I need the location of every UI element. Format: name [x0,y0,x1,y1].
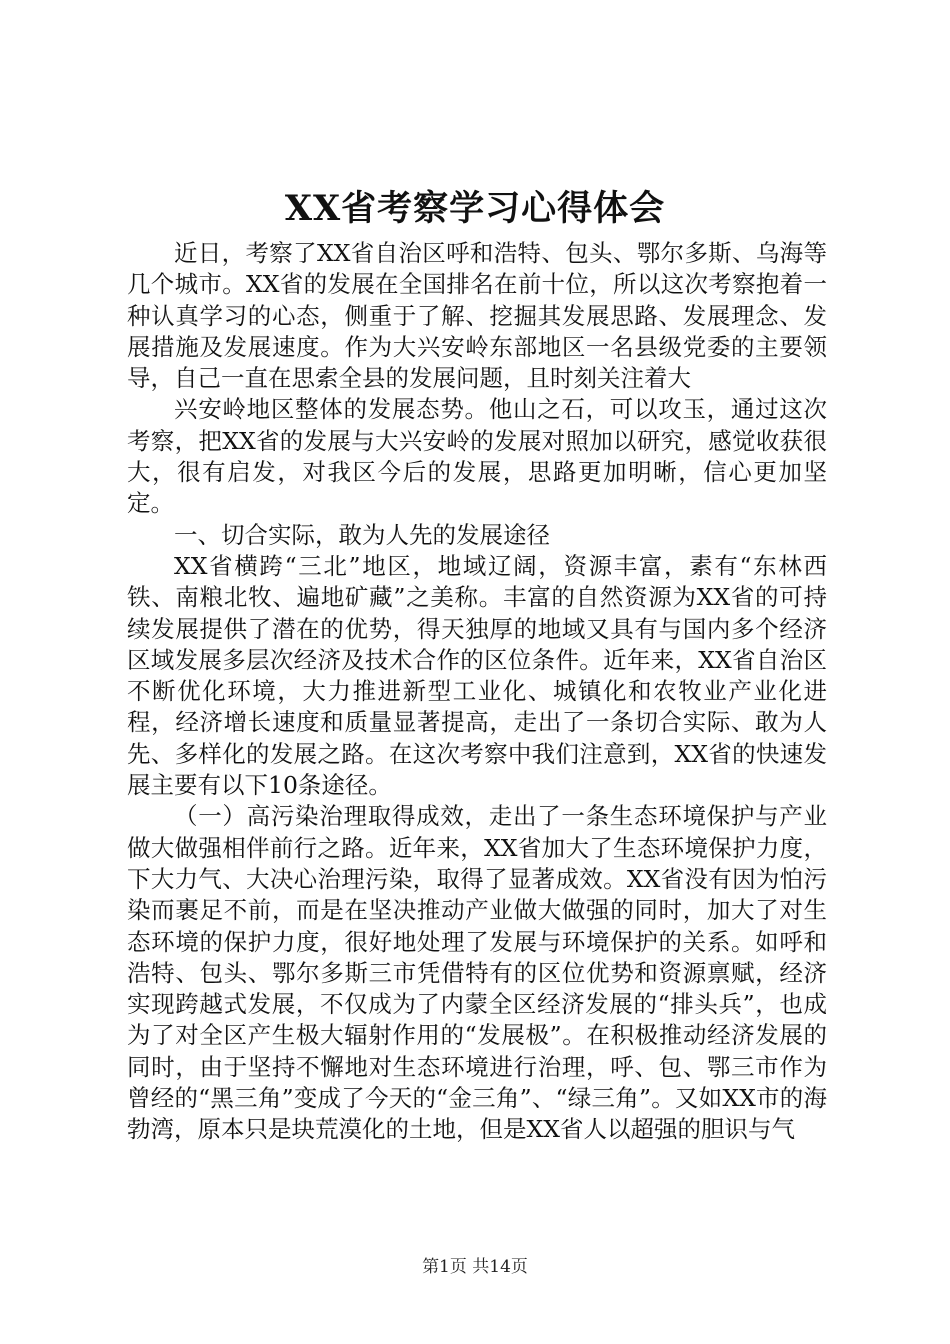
section-heading: 一、切合实际，敢为人先的发展途径 [174,520,550,549]
paragraph-intro-continued: 兴安岭地区整体的发展态势。他山之石，可以攻玉，通过这次考察，把XX省的发展与大兴安岭的发展对照加以研究，感觉收获很大，很有启发，对我区今后的发展，思路更加明晰，信心更加坚定。 [127,395,827,518]
paragraph-overview: XX省横跨“三北”地区，地域辽阔，资源丰富，素有“东林西铁、南粮北牧、遍地矿藏”之美称。丰富的自然资源为XX省的可持续发展提供了潜在的优势，得天独厚的地域又具有与国内多个经济区域发展多层次经济及技术合作的区位条件。近年来，XX省自治区不断优化环境，大力推进新型工业化、城镇化和农牧业产业化进程，经济增长速度和质量显著提高，走出了一条切合实际、敢为人先、多样化的发展之路。在这次考察中我们注意到，XX省的快速发展主要有以下10条途径。 [127,551,827,800]
paragraph-intro: 近日，考察了XX省自治区呼和浩特、包头、鄂尔多斯、乌海等几个城市。XX省的发展在全国排名在前十位，所以这次考察抱着一种认真学习的心态，侧重于了解、挖掘其发展思路、发展理念、发展措施及发展速度。作为大兴安岭东部地区一名县级党委的主要领导，自己一直在思索全县的发展问题，且时刻关注着大 [127,239,827,393]
paragraph-point-one: （一）高污染治理取得成效，走出了一条生态环境保护与产业做大做强相伴前行之路。近年来，XX省加大了生态环境保护力度，下大力气、大决心治理污染，取得了显著成效。XX省没有因为怕污染而裹足不前，而是在坚决推动产业做大做强的同时，加大了对生态环境的保护力度，很好地处理了发展与环境保护的关系。如呼和浩特、包头、鄂尔多斯三市凭借特有的区位优势和资源禀赋，经济实现跨越式发展，不仅成为了内蒙全区经济发展的“排头兵”，也成为了对全区产生极大辐射作用的“发展极”。在积极推动经济发展的同时，由于坚持不懈地对生态环境进行治理，呼、包、鄂三市作为曾经的“黑三角”变成了今天的“金三角”、“绿三角”。又如XX市的海勃湾，原本只是块荒漠化的土地，但是XX省人以超强的胆识与气 [127,802,827,1144]
page-footer: 第1页 共14页 [422,1257,528,1277]
document-title: XX省考察学习心得体会 [284,188,666,229]
document-body [127,238,827,1146]
